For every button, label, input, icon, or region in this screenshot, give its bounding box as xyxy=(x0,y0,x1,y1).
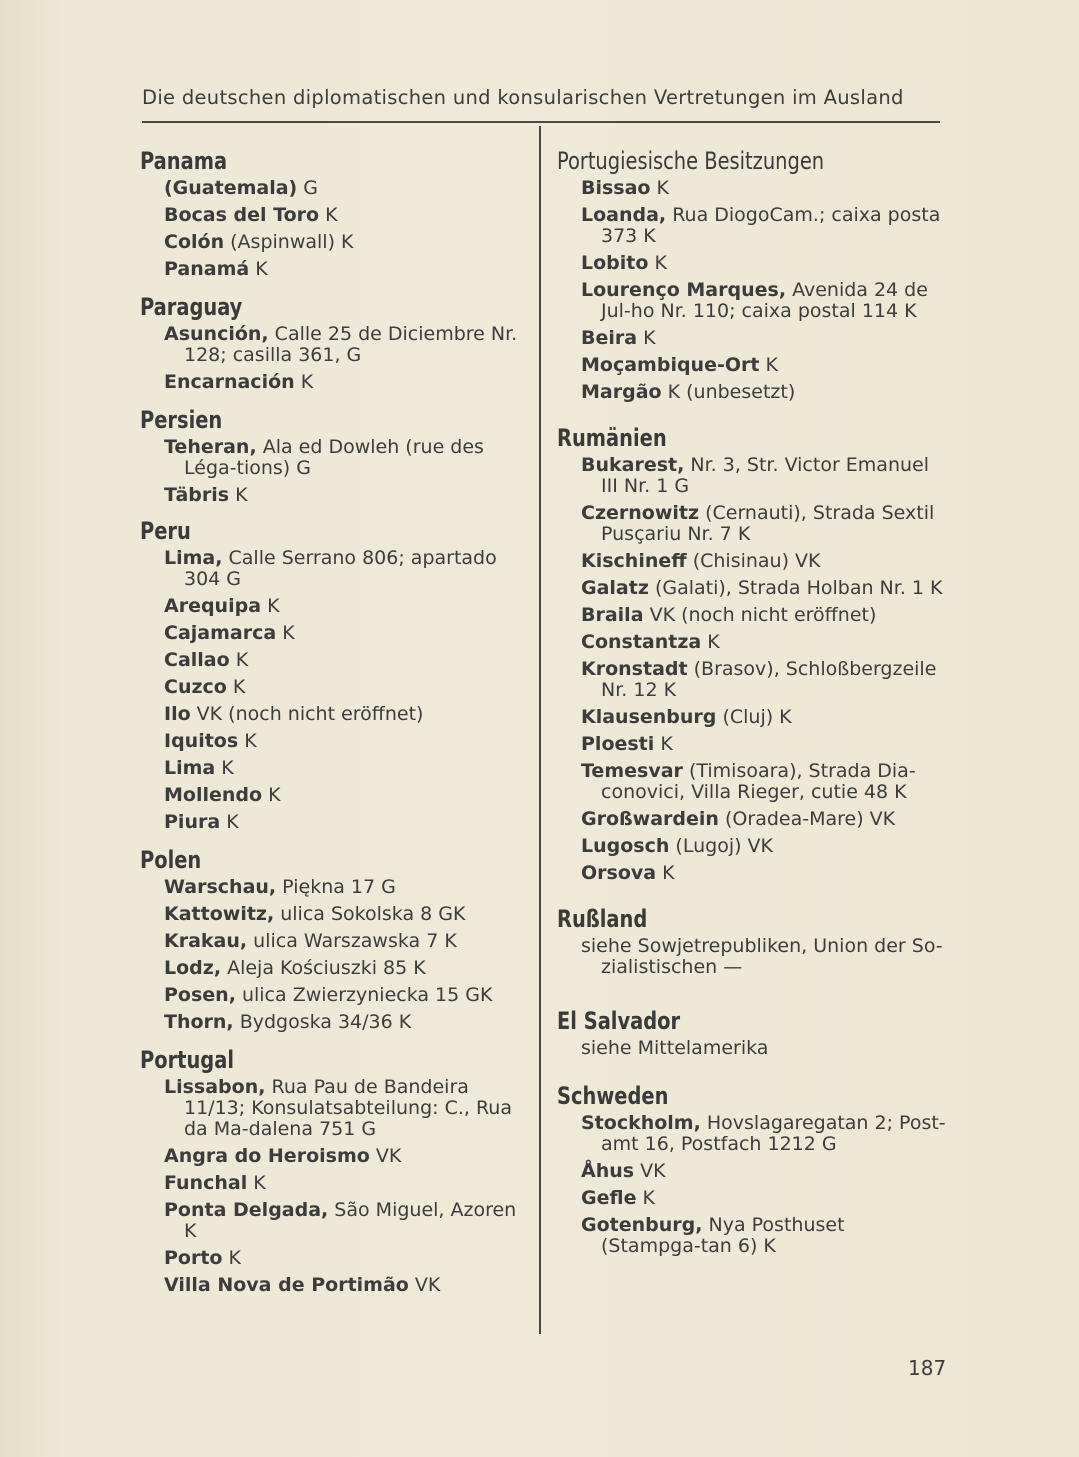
consulate-entry xyxy=(557,734,947,755)
city-name: Kronstadt xyxy=(581,658,688,680)
consulate-entry xyxy=(557,761,947,803)
city-name: Constantza xyxy=(581,631,702,653)
entry-details: K xyxy=(654,733,673,755)
consulate-entry xyxy=(140,731,528,752)
entry-details: (Galati), Strada Holban Nr. 1 K xyxy=(648,577,943,599)
entry-details: ulica Warszawska 7 K xyxy=(247,930,457,952)
country-section xyxy=(557,904,947,978)
city-name: Ponta Delgada, xyxy=(164,1199,329,1221)
country-section xyxy=(557,423,947,884)
column-divider xyxy=(539,126,541,1334)
consulate-entry xyxy=(140,758,528,779)
city-name: Angra do Heroismo xyxy=(164,1145,370,1167)
city-name: Thorn, xyxy=(164,1011,234,1033)
city-name: Krakau, xyxy=(164,930,248,952)
city-name: Callao xyxy=(164,649,230,671)
entry-details: ulica Zwierzyniecka 15 GK xyxy=(235,984,493,1006)
city-name: Gotenburg, xyxy=(581,1214,703,1236)
city-name: Lobito xyxy=(581,252,649,274)
consulate-entry xyxy=(140,1077,528,1140)
consulate-entry xyxy=(557,355,947,376)
consulate-entry xyxy=(557,382,947,403)
entry-details: VK xyxy=(369,1145,402,1167)
consulate-entry xyxy=(557,659,947,701)
consulate-entry xyxy=(557,936,947,978)
consulate-entry xyxy=(557,1113,947,1155)
consulate-entry xyxy=(140,1275,528,1296)
country-section xyxy=(557,1006,947,1059)
consulate-entry xyxy=(557,280,947,322)
consulate-entry xyxy=(140,904,528,925)
city-name: Klausenburg xyxy=(581,706,717,728)
city-name: Moçambique-Ort xyxy=(581,354,760,376)
entry-details: (Lugoj) VK xyxy=(669,835,774,857)
country-heading: Paraguay xyxy=(140,293,243,321)
city-name: Cuzco xyxy=(164,676,227,698)
country-heading: Rußland xyxy=(557,905,648,933)
city-name: Bukarest, xyxy=(581,454,685,476)
consulate-entry xyxy=(140,1173,528,1194)
entry-details: G xyxy=(297,177,318,199)
city-name: Iquitos xyxy=(164,730,239,752)
consulate-entry xyxy=(140,596,528,617)
entry-details: Hovslagaregatan 2; Post-amt 16, Postfach 1212 G xyxy=(601,1112,946,1155)
city-name: Funchal xyxy=(164,1172,248,1194)
entry-details: K xyxy=(247,1172,266,1194)
city-name: Lugosch xyxy=(581,835,670,857)
city-name: Stockholm, xyxy=(581,1112,701,1134)
consulate-entry xyxy=(140,437,528,479)
entry-details: K xyxy=(262,784,281,806)
entry-details: K xyxy=(229,484,248,506)
city-name: Gefle xyxy=(581,1187,637,1209)
city-name: Posen, xyxy=(164,984,236,1006)
entry-details: (Cernauti), Strada Sextil Pusçariu Nr. 7 K xyxy=(601,502,935,545)
country-section xyxy=(140,405,528,506)
country-heading: Schweden xyxy=(557,1082,669,1110)
country-section xyxy=(140,1045,528,1296)
entry-details: K xyxy=(656,862,675,884)
consulate-entry xyxy=(557,836,947,857)
consulate-entry xyxy=(557,205,947,247)
city-name: Täbris xyxy=(164,484,230,506)
entry-details: K xyxy=(226,676,246,698)
entry-details: K xyxy=(229,649,249,671)
city-name: Kattowitz, xyxy=(164,903,275,925)
entry-details: ulica Sokolska 8 GK xyxy=(274,903,466,925)
consulate-entry xyxy=(140,677,528,698)
city-name: Bissao xyxy=(581,177,651,199)
entry-details: Calle Serrano 806; apartado 304 G xyxy=(184,547,497,590)
entry-details: Rua DiogoCam.; caixa posta 373 K xyxy=(601,204,941,247)
city-name: Åhus xyxy=(581,1160,635,1182)
consulate-entry xyxy=(557,253,947,274)
page-number: 187 xyxy=(908,1356,947,1380)
consulate-entry xyxy=(557,1215,947,1257)
consulate-entry xyxy=(140,548,528,590)
city-name: Lissabon, xyxy=(164,1076,266,1098)
entry-details: Calle 25 de Diciembre Nr. 128; casilla 361, G xyxy=(184,323,518,366)
country-heading: Polen xyxy=(140,846,202,874)
city-name: Lodz, xyxy=(164,957,222,979)
city-name: Beira xyxy=(581,327,638,349)
entry-details: Avenida 24 de Jul-ho Nr. 110; caixa postal 114 K xyxy=(601,279,928,322)
consulate-entry xyxy=(557,809,947,830)
country-heading: Panama xyxy=(140,147,228,175)
entry-details: (Oradea-Mare) VK xyxy=(718,808,896,830)
entry-details: K xyxy=(215,757,234,779)
country-section xyxy=(140,516,528,833)
entry-details: (Brasov), Schloßbergzeile Nr. 12 K xyxy=(601,658,937,701)
consulate-entry xyxy=(557,632,947,653)
entry-details: Aleja Kościuszki 85 K xyxy=(221,957,426,979)
consulate-entry xyxy=(140,877,528,898)
city-name: Ilo xyxy=(164,703,191,725)
city-name: Kischineff xyxy=(581,550,687,572)
city-name: Orsova xyxy=(581,862,657,884)
header-rule xyxy=(142,121,940,123)
country-heading: El Salvador xyxy=(557,1007,681,1035)
consulate-entry xyxy=(140,958,528,979)
consulate-entry xyxy=(557,863,947,884)
consulate-entry xyxy=(140,985,528,1006)
consulate-entry xyxy=(140,485,528,506)
entry-details: (Aspinwall) K xyxy=(224,231,354,253)
city-name: Encarnación xyxy=(164,371,295,393)
city-name: Ploesti xyxy=(581,733,655,755)
entry-details: K xyxy=(319,204,338,226)
city-name: Galatz xyxy=(581,577,649,599)
entry-details: Nya Posthuset (Stampga-tan 6) K xyxy=(601,1214,845,1257)
country-section xyxy=(557,1081,947,1257)
city-name: Lourenço Marques, xyxy=(581,279,787,301)
city-name: Piura xyxy=(164,811,221,833)
entry-details: K xyxy=(294,371,314,393)
entry-details: Rua Pau de Bandeira 11/13; Konsulatsabteilung: C., Rua da Ma-dalena 751 G xyxy=(184,1076,512,1140)
entry-details: Nr. 3, Str. Victor Emanuel III Nr. 1 G xyxy=(601,454,930,497)
city-name: Czernowitz xyxy=(581,502,700,524)
consulate-entry xyxy=(140,205,528,226)
right-column xyxy=(557,146,947,1257)
city-name: Mollendo xyxy=(164,784,263,806)
entry-details: VK (noch nicht eröffnet) xyxy=(643,604,877,626)
entry-details: K xyxy=(648,252,667,274)
city-name: Porto xyxy=(164,1247,223,1269)
entry-details: K xyxy=(249,258,268,280)
consulate-entry xyxy=(140,1012,528,1033)
entry-details: (Chisinau) VK xyxy=(686,550,821,572)
entry-details: K xyxy=(636,1187,655,1209)
consulate-entry xyxy=(557,328,947,349)
entry-details: (Timisoara), Strada Dia-conovici, Villa Rieger, cutie 48 K xyxy=(601,760,916,803)
city-name: Asunción, xyxy=(164,323,269,345)
entry-details: Ala ed Dowleh (rue des Léga-tions) G xyxy=(184,436,484,479)
city-name: Margão xyxy=(581,381,662,403)
city-name: Braila xyxy=(581,604,644,626)
entry-details: K xyxy=(261,595,280,617)
consulate-entry xyxy=(557,605,947,626)
city-name: Bocas del Toro xyxy=(164,204,320,226)
country-heading: Peru xyxy=(140,517,191,545)
consulate-entry xyxy=(140,1200,528,1242)
city-name: Loanda, xyxy=(581,204,667,226)
consulate-entry xyxy=(557,551,947,572)
city-name: Temesvar xyxy=(581,760,683,782)
consulate-entry xyxy=(140,324,528,366)
country-heading: Rumänien xyxy=(557,424,667,452)
consulate-entry xyxy=(140,232,528,253)
city-name: Arequipa xyxy=(164,595,262,617)
country-section xyxy=(557,146,947,403)
consulate-entry xyxy=(557,1188,947,1209)
city-name: Warschau, xyxy=(164,876,277,898)
entry-details: VK xyxy=(408,1274,441,1296)
entry-details: K xyxy=(238,730,257,752)
country-section xyxy=(140,845,528,1033)
entry-details: siehe Sowjetrepubliken, Union der So-zialistischen — xyxy=(581,935,943,978)
city-name: Villa Nova de Portimão xyxy=(164,1274,409,1296)
entry-details: K xyxy=(650,177,669,199)
country-section xyxy=(140,146,528,280)
entry-details: K xyxy=(220,811,239,833)
consulate-entry xyxy=(140,931,528,952)
country-section xyxy=(140,292,528,393)
consulate-entry xyxy=(140,650,528,671)
entry-details: siehe Mittelamerika xyxy=(581,1037,769,1059)
consulate-entry xyxy=(140,623,528,644)
consulate-entry xyxy=(557,707,947,728)
consulate-entry xyxy=(557,503,947,545)
consulate-entry xyxy=(140,178,528,199)
city-name: Teheran, xyxy=(164,436,257,458)
consulate-entry xyxy=(557,1038,947,1059)
consulate-entry xyxy=(140,259,528,280)
country-heading: Portugiesische Besitzungen xyxy=(557,147,825,175)
running-head: Die deutschen diplomatischen und konsularischen Vertretungen im Ausland xyxy=(142,86,904,109)
city-name: Colón xyxy=(164,231,225,253)
country-heading: Persien xyxy=(140,406,223,434)
entry-details: K xyxy=(637,327,656,349)
consulate-entry xyxy=(557,578,947,599)
entry-details: K xyxy=(759,354,778,376)
consulate-entry xyxy=(140,372,528,393)
entry-details: VK xyxy=(634,1160,666,1182)
city-name: Lima, xyxy=(164,547,223,569)
consulate-entry xyxy=(140,812,528,833)
entry-details: VK (noch nicht eröffnet) xyxy=(190,703,424,725)
entry-details: K xyxy=(276,622,295,644)
consulate-entry xyxy=(140,1248,528,1269)
country-heading: Portugal xyxy=(140,1046,234,1074)
consulate-entry xyxy=(557,455,947,497)
consulate-entry xyxy=(140,704,528,725)
city-name: (Guatemala) xyxy=(164,177,298,199)
consulate-entry xyxy=(140,785,528,806)
consulate-entry xyxy=(140,1146,528,1167)
consulate-entry xyxy=(557,1161,947,1182)
left-column xyxy=(140,146,528,1296)
entry-details: Bydgoska 34/36 K xyxy=(233,1011,412,1033)
entry-details: São Miguel, Azoren K xyxy=(184,1199,517,1242)
consulate-entry xyxy=(557,178,947,199)
city-name: Großwardein xyxy=(581,808,719,830)
entry-details: K xyxy=(701,631,720,653)
city-name: Lima xyxy=(164,757,216,779)
entry-details: (Cluj) K xyxy=(716,706,792,728)
entry-details: K (unbesetzt) xyxy=(661,381,796,403)
city-name: Cajamarca xyxy=(164,622,277,644)
entry-details: K xyxy=(222,1247,241,1269)
entry-details: Piękna 17 G xyxy=(276,876,396,898)
city-name: Panamá xyxy=(164,258,250,280)
